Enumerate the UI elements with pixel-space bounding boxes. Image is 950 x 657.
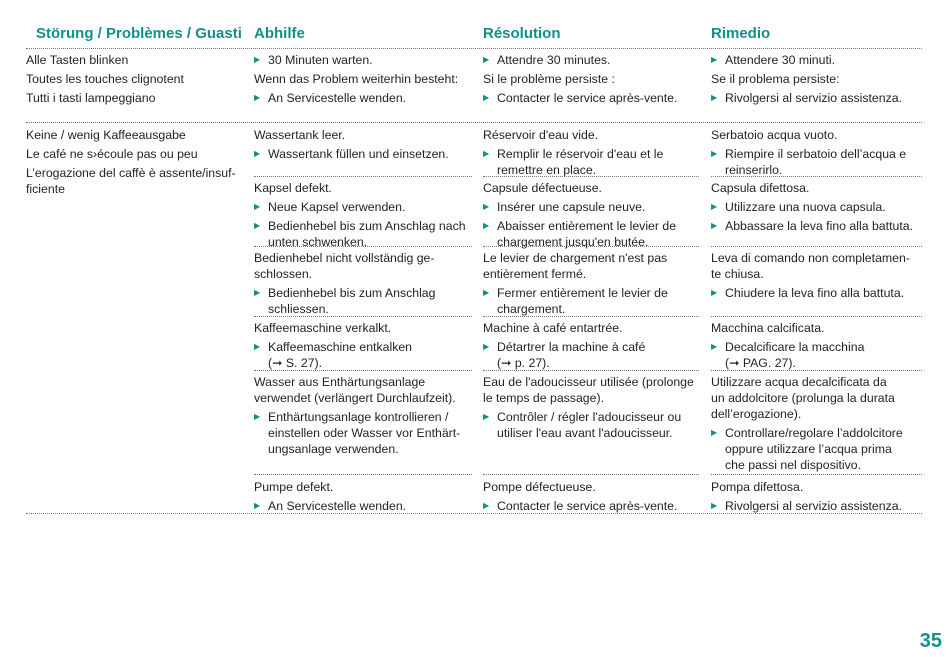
- cause-text-cont: entièrement fermé.: [483, 267, 587, 281]
- header-remedy-it: Rimedio: [711, 25, 771, 42]
- cause-text: Pumpe defekt.: [254, 480, 334, 494]
- sub-row: [254, 317, 472, 371]
- cause-text: Kaffeemaschine verkalkt.: [254, 321, 392, 335]
- sub-row: [711, 371, 922, 475]
- sub-row: [711, 177, 922, 247]
- fault-text-it: L’erogazione del caffè è assente/insuf-: [26, 166, 236, 180]
- bullet-item: ▶ An Servicestelle wenden.: [254, 90, 472, 106]
- cause-text-cont: te chiusa.: [711, 267, 764, 281]
- sub-row: [711, 123, 922, 177]
- bullet-item: ▶ 30 Minuten warten.: [254, 52, 472, 68]
- header-remedy-de: Abhilfe: [254, 25, 305, 42]
- table-row: [26, 123, 922, 514]
- cause-text-cont: un addolcitore (prolunga la durata: [711, 391, 895, 405]
- bullet-item: ▶ Decalcificare la macchina (➞ PAG. 27).: [711, 339, 922, 371]
- cause-text: Bedienhebel nicht vollständig ge-: [254, 251, 435, 265]
- bullet-item: ▶ Rivolgersi al servizio assistenza.: [711, 90, 922, 106]
- fault-cell: [26, 123, 241, 197]
- bullet-item: ▶ Enthärtungsanlage kontrollieren / einstellen oder Wasser vor Enthärt- ungsanlage verwenden.: [254, 409, 472, 457]
- fault-text-it-cont: ficiente: [26, 182, 65, 196]
- bullet-item: ▶ Chiudere la leva fino alla battuta.: [711, 285, 922, 301]
- cause-text: Leva di comando non completamen-: [711, 251, 910, 265]
- bullet-item: ▶ Rivolgersi al servizio assistenza.: [711, 498, 922, 514]
- cause-text: Serbatoio acqua vuoto.: [711, 128, 838, 142]
- bullet-item: ▶ Attendere 30 minuti.: [711, 52, 922, 68]
- bullet-item: ▶ Insérer une capsule neuve.: [483, 199, 699, 215]
- sub-row: [254, 177, 472, 247]
- bullet-item: ▶ Controllare/regolare l’addolcitore oppure utilizzare l’acqua prima che passi nel dispositivo.: [711, 425, 922, 473]
- cause-text-cont: schlossen.: [254, 267, 313, 281]
- table-header: [26, 24, 922, 49]
- bullet-item: ▶ Bedienhebel bis zum Anschlag schliessen.: [254, 285, 472, 317]
- bullet-item: ▶ An Servicestelle wenden.: [254, 498, 472, 514]
- bullet-item: ▶ Contacter le service après-vente.: [483, 90, 699, 106]
- fault-text-de: Alle Tasten blinken: [26, 53, 129, 67]
- bullet-item: ▶ Utilizzare una nuova capsula.: [711, 199, 922, 215]
- bullet-item: ▶ Détartrer la machine à café (➞ p. 27).: [483, 339, 699, 371]
- remedy-column-de: [254, 123, 472, 513]
- remedy-column-it: [711, 123, 922, 513]
- bullet-item: ▶ Fermer entièrement le levier de chargement.: [483, 285, 699, 317]
- cause-text-cont: dell’erogazione).: [711, 407, 802, 421]
- sub-row: [483, 177, 699, 247]
- cause-text: Kapsel defekt.: [254, 181, 332, 195]
- cause-text: Eau de l'adoucisseur utilisée (prolonge: [483, 375, 694, 389]
- cause-text: Wasser aus Enthärtungsanlage: [254, 375, 426, 389]
- fault-text-fr: Le café ne s›écoule pas ou peu: [26, 147, 198, 161]
- header-remedy-fr: Résolution: [483, 25, 561, 42]
- header-fault: Störung / Problèmes / Guasti: [36, 25, 242, 42]
- paragraph: Se il problema persiste:: [711, 72, 840, 86]
- remedy-cell-it: [711, 49, 922, 106]
- remedy-column-fr: [483, 123, 699, 513]
- bullet-item: ▶ Neue Kapsel verwenden.: [254, 199, 472, 215]
- sub-row: [483, 123, 699, 177]
- paragraph: Si le problème persiste :: [483, 72, 615, 86]
- cause-text: Pompa difettosa.: [711, 480, 804, 494]
- sub-row: [483, 475, 699, 513]
- bullet-item: ▶ Attendre 30 minutes.: [483, 52, 699, 68]
- cause-text-cont: le temps de passage).: [483, 391, 604, 405]
- remedy-cell-fr: [483, 49, 699, 106]
- bullet-item: ▶ Remplir le réservoir d'eau et le remettre en place.: [483, 146, 699, 178]
- fault-text-de: Keine / wenig Kaffeeausgabe: [26, 128, 186, 142]
- bullet-item: ▶ Abbassare la leva fino alla battuta.: [711, 218, 922, 234]
- table-row: [26, 49, 922, 123]
- fault-text-fr: Toutes les touches clignotent: [26, 72, 184, 86]
- bullet-item: ▶ Contrôler / régler l'adoucisseur ou utiliser l'eau avant l'adoucisseur.: [483, 409, 699, 441]
- paragraph: Wenn das Problem weiterhin besteht:: [254, 72, 459, 86]
- sub-row: [711, 247, 922, 317]
- cause-text: Capsula difettosa.: [711, 181, 810, 195]
- cause-text: Pompe défectueuse.: [483, 480, 596, 494]
- remedy-cell-de: [254, 49, 472, 106]
- sub-row: [254, 123, 472, 177]
- sub-row: [254, 371, 472, 475]
- page-number: 35: [919, 630, 942, 652]
- bullet-item: ▶ Bedienhebel bis zum Anschlag nach unten schwenken.: [254, 218, 472, 250]
- bullet-item: ▶ Riempire il serbatoio dell’acqua e reinserirlo.: [711, 146, 922, 178]
- sub-row: [254, 475, 472, 513]
- sub-row: [254, 247, 472, 317]
- sub-row: [483, 317, 699, 371]
- sub-row: [711, 317, 922, 371]
- cause-text-cont: verwendet (verlängert Durchlaufzeit).: [254, 391, 456, 405]
- troubleshooting-table: [26, 49, 922, 514]
- fault-cell: [26, 49, 241, 106]
- cause-text: Le levier de chargement n'est pas: [483, 251, 668, 265]
- cause-text: Capsule défectueuse.: [483, 181, 602, 195]
- fault-text-it: Tutti i tasti lampeggiano: [26, 91, 156, 105]
- sub-row: [483, 371, 699, 475]
- cause-text: Réservoir d'eau vide.: [483, 128, 599, 142]
- cause-text: Macchina calcificata.: [711, 321, 825, 335]
- sub-row: [711, 475, 922, 513]
- bullet-item: ▶ Wassertank füllen und einsetzen.: [254, 146, 472, 162]
- sub-row: [483, 247, 699, 317]
- cause-text: Machine à café entartrée.: [483, 321, 623, 335]
- bullet-item: ▶ Abaisser entièrement le levier de chargement jusqu'en butée.: [483, 218, 699, 250]
- bullet-item: ▶ Contacter le service après-vente.: [483, 498, 699, 514]
- bullet-item: ▶ Kaffeemaschine entkalken (➞ S. 27).: [254, 339, 472, 371]
- cause-text: Utilizzare acqua decalcificata da: [711, 375, 887, 389]
- cause-text: Wassertank leer.: [254, 128, 346, 142]
